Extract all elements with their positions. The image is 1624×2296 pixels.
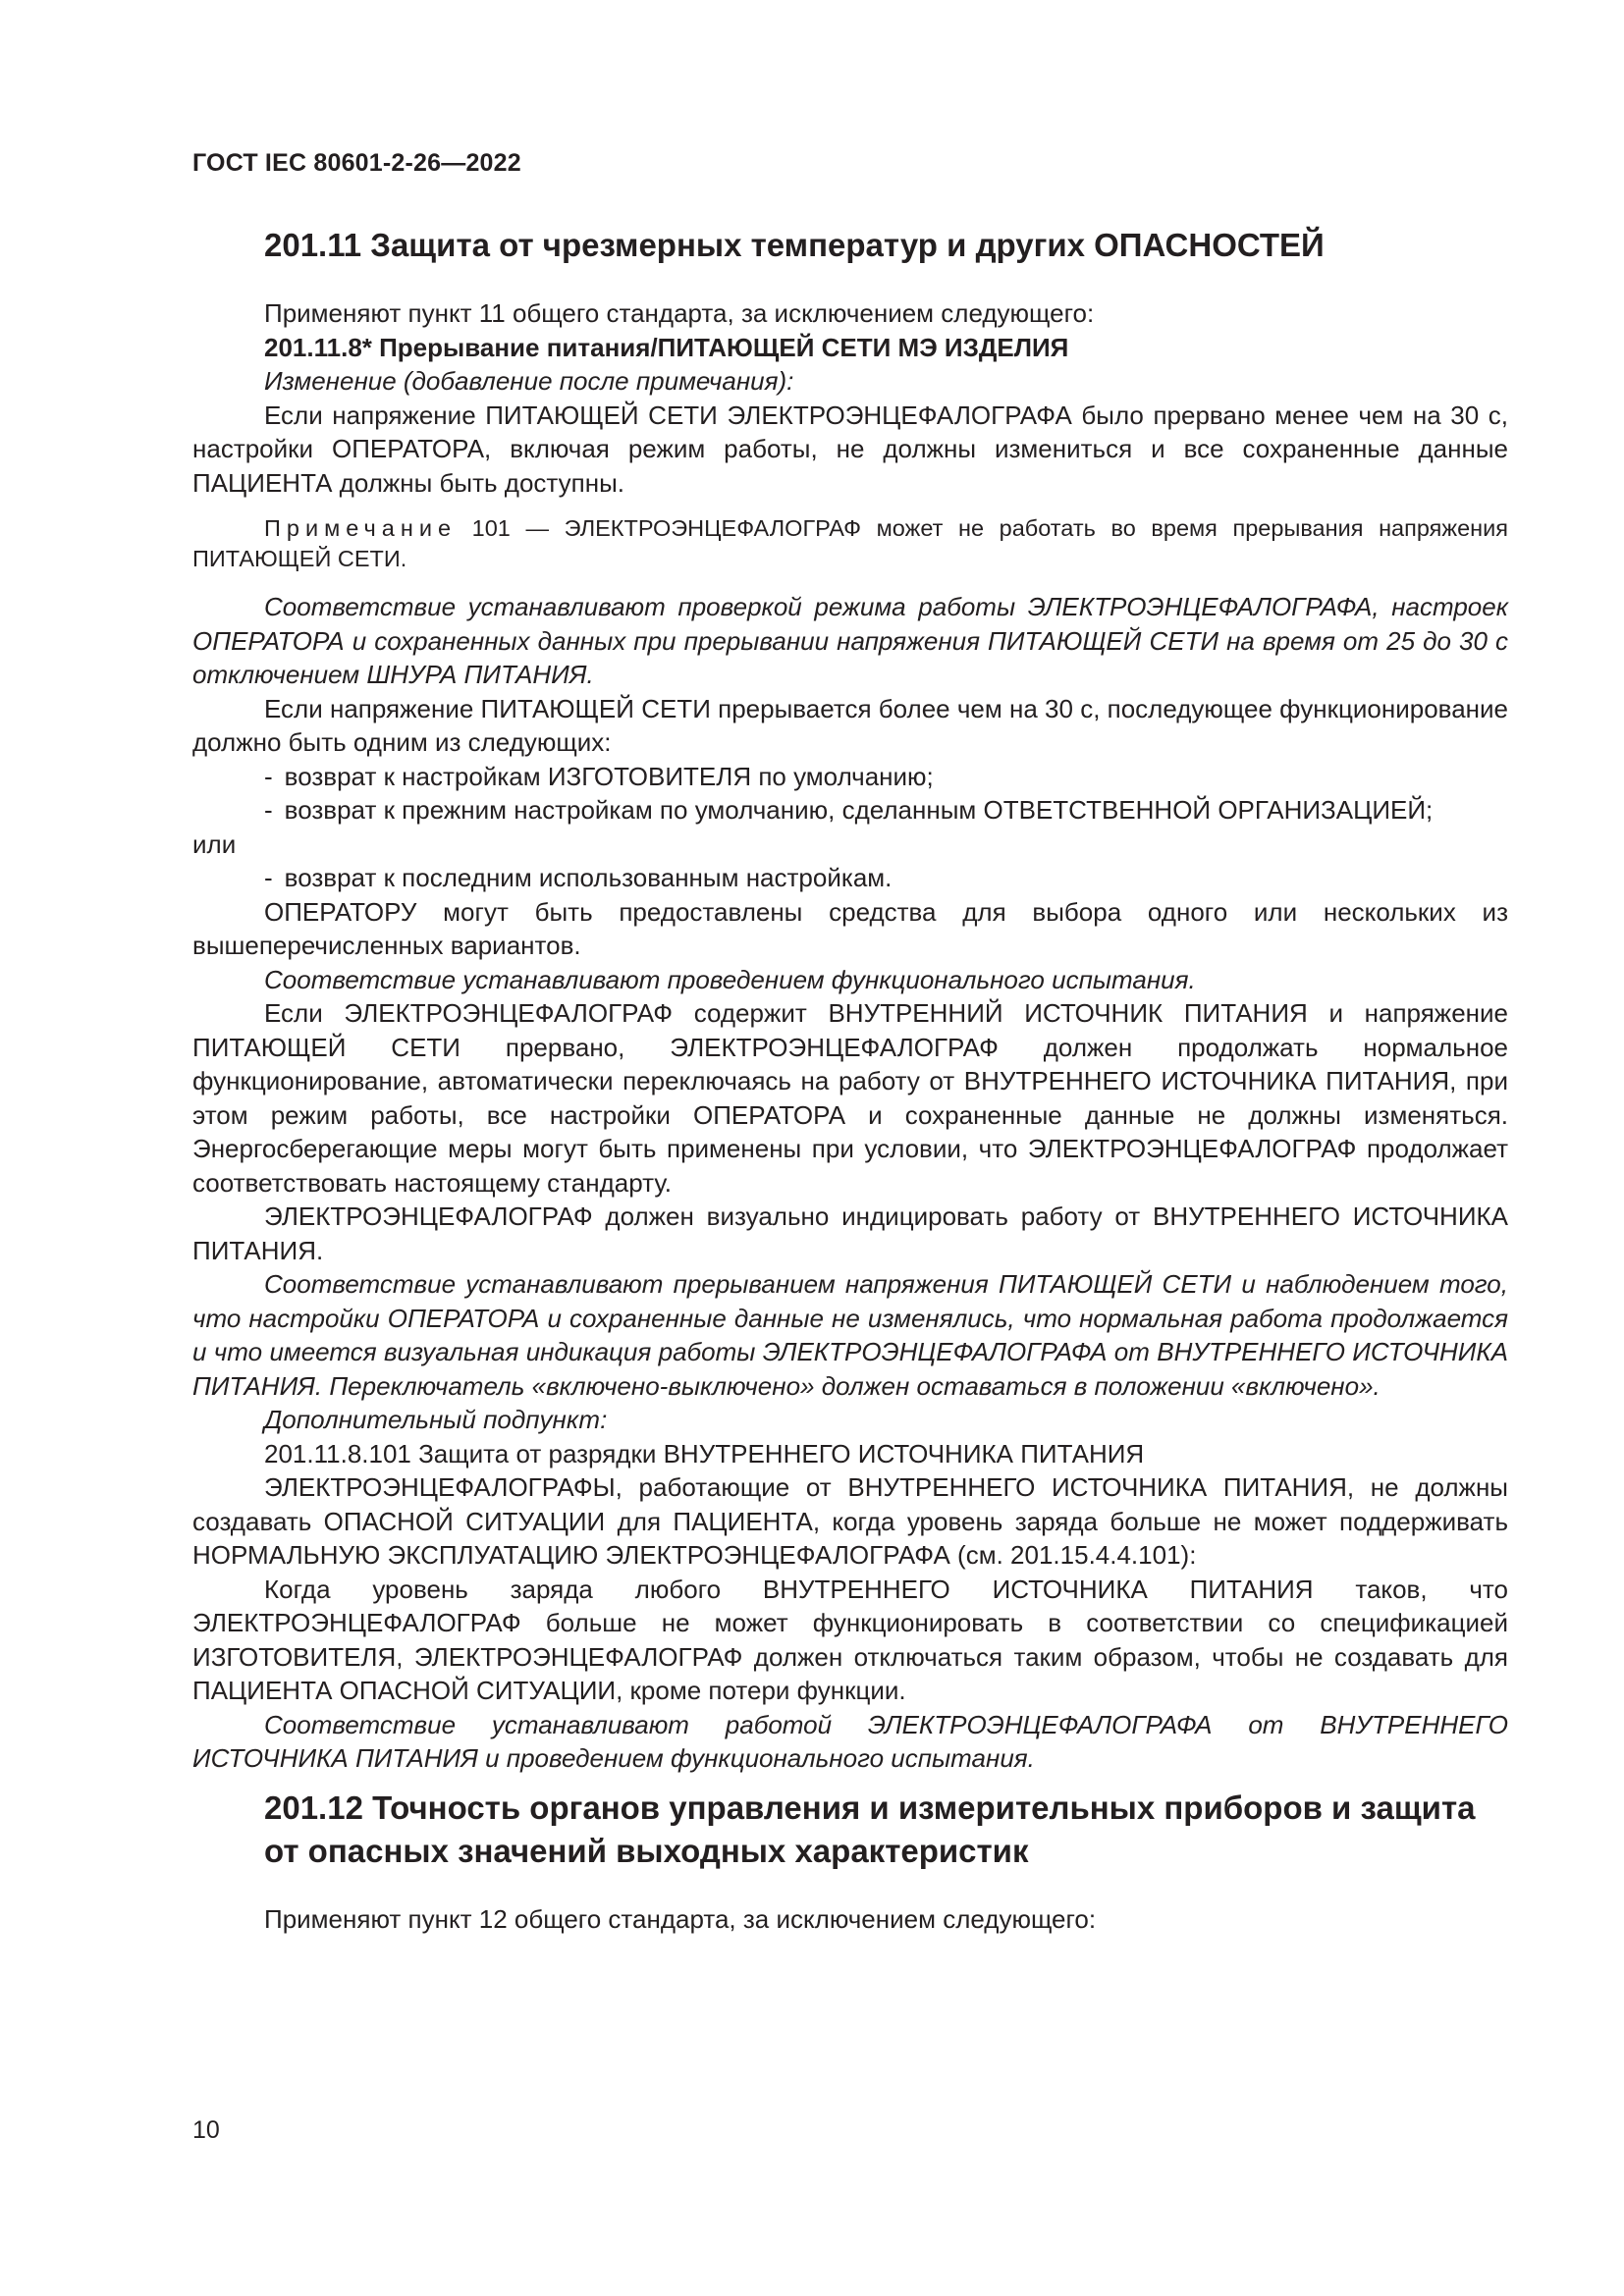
list-item-text: возврат к настройкам ИЗГОТОВИТЕЛЯ по умолчанию;: [284, 761, 934, 791]
paragraph-internal-power-source: Если ЭЛЕКТРОЭНЦЕФАЛОГРАФ содержит ВНУТРЕННИЙ ИСТОЧНИК ПИТАНИЯ и напряжение ПИТАЮЩЕЙ СЕТИ прервано, ЭЛЕКТРОЭНЦЕФАЛОГРАФ должен продолжать нормальное функционирование, автоматически переключаясь на работу от ВНУТРЕННЕГО ИСТОЧНИКА ПИТАНИЯ, при этом режим работы, все настройки ОПЕРАТОРА и сохраненные данные не должны изменяться. Энергосберегающие меры могут быть применены при условии, что ЭЛЕКТРОЭНЦЕФАЛОГРАФ продолжает соответствовать настоящему стандарту.: [192, 998, 1508, 1198]
list-item-text: возврат к прежним настройкам по умолчанию, сделанным ОТВЕТСТВЕННОЙ ОРГАНИЗАЦИЕЙ;: [284, 795, 1434, 825]
paragraph-interruption-under-30s: Если напряжение ПИТАЮЩЕЙ СЕТИ ЭЛЕКТРОЭНЦЕФАЛОГРАФА было прервано менее чем на 30 с, настройки ОПЕРАТОРА, включая режим работы, не должны измениться и все сохраненные данные ПАЦИЕНТА должны быть доступны.: [192, 400, 1508, 498]
or-word: или: [192, 828, 237, 859]
list-item: - возврат к настройкам ИЗГОТОВИТЕЛЯ по умолчанию;: [264, 761, 934, 791]
paragraph-operator-options: ОПЕРАТОРУ могут быть предоставлены средства для выбора одного или нескольких из вышеперечисленных вариантов.: [192, 896, 1508, 960]
subclause-heading-201-11-8: 201.11.8* Прерывание питания/ПИТАЮЩЕЙ СЕТИ МЭ ИЗДЕЛИЯ: [264, 332, 1069, 362]
page-number: 10: [192, 2116, 220, 2144]
list-item-text: возврат к последним использованным настройкам.: [284, 863, 893, 892]
note-101: [192, 513, 1508, 574]
compliance-paragraph-4: Соответствие устанавливают работой ЭЛЕКТРОЭНЦЕФАЛОГРАФА от ВНУТРЕННЕГО ИСТОЧНИКА ПИТАНИЯ и проведением функционального испытания.: [192, 1709, 1508, 1773]
paragraph-visual-indication: ЭЛЕКТРОЭНЦЕФАЛОГРАФ должен визуально индицировать работу от ВНУТРЕННЕГО ИСТОЧНИКА ПИТАНИЯ.: [192, 1201, 1508, 1265]
list-item: - возврат к прежним настройкам по умолчанию, сделанным ОТВЕТСТВЕННОЙ ОРГАНИЗАЦИЕЙ;: [264, 795, 1434, 825]
subclause-heading-201-11-8-101: 201.11.8.101 Защита от разрядки ВНУТРЕННЕГО ИСТОЧНИКА ПИТАНИЯ: [264, 1438, 1145, 1468]
paragraph-no-hazard: ЭЛЕКТРОЭНЦЕФАЛОГРАФЫ, работающие от ВНУТРЕННЕГО ИСТОЧНИКА ПИТАНИЯ, не должны создавать ОПАСНОЙ СИТУАЦИИ для ПАЦИЕНТА, когда уровень заряда больше не может поддерживать НОРМАЛЬНУЮ ЭКСПЛУАТАЦИЮ ЭЛЕКТРОЭНЦЕФАЛОГРАФА (см. 201.15.4.4.101):: [192, 1472, 1508, 1570]
compliance-paragraph-2: Соответствие устанавливают проведением функционального испытания.: [264, 964, 1196, 994]
intro-paragraph: Применяют пункт 11 общего стандарта, за исключением следующего:: [264, 298, 1095, 328]
section-201-12: [192, 1787, 1508, 1937]
intro-paragraph-12: Применяют пункт 12 общего стандарта, за исключением следующего:: [264, 1904, 1097, 1934]
section-heading-201-12: 201.12 Точность органов управления и измерительных приборов и защита от опасных значений выходных характеристик: [264, 1789, 1476, 1869]
section-heading-201-11: 201.11 Защита от чрезмерных температур и других ОПАСНОСТЕЙ: [264, 227, 1325, 263]
paragraph-interruption-over-30s: Если напряжение ПИТАЮЩЕЙ СЕТИ прерывается более чем на 30 с, последующее функционирование должно быть одним из следующих:: [192, 693, 1508, 757]
paragraph-discharge-shutdown: Когда уровень заряда любого ВНУТРЕННЕГО ИСТОЧНИКА ПИТАНИЯ таков, что ЭЛЕКТРОЭНЦЕФАЛОГРАФ больше не может функционировать в соответствии со спецификацией ИЗГОТОВИТЕЛЯ, ЭЛЕКТРОЭНЦЕФАЛОГРАФ должен отключаться таким образом, чтобы не создавать для ПАЦИЕНТА ОПАСНОЙ СИТУАЦИИ, кроме потери функции.: [192, 1574, 1508, 1705]
additional-subclause-label: Дополнительный подпункт:: [264, 1405, 608, 1434]
list-item: - возврат к последним использованным настройкам.: [264, 863, 893, 892]
amendment-label: Изменение (добавление после примечания):: [264, 366, 794, 396]
document-header: ГОСТ IEC 80601-2-26—2022: [192, 149, 521, 177]
section-201-11: [192, 224, 1508, 1776]
compliance-paragraph-3: Соответствие устанавливают прерыванием напряжения ПИТАЮЩЕЙ СЕТИ и наблюдением того, что настройки ОПЕРАТОРА и сохраненные данные не изменялись, что нормальная работа продолжается и что имеется визуальная индикация работы ЭЛЕКТРОЭНЦЕФАЛОГРАФА от ВНУТРЕННЕГО ИСТОЧНИКА ПИТАНИЯ. Переключатель «включено-выключено» должен оставаться в положении «включено».: [192, 1269, 1508, 1401]
note-text: 101 — ЭЛЕКТРОЭНЦЕФАЛОГРАФ может не работать во время прерывания напряжения ПИТАЮЩЕЙ СЕТИ.: [192, 515, 1508, 571]
note-label: Примечание: [264, 515, 458, 541]
compliance-paragraph-1: Соответствие устанавливают проверкой режима работы ЭЛЕКТРОЭНЦЕФАЛОГРАФА, настроек ОПЕРАТОРА и сохраненных данных при прерывании напряжения ПИТАЮЩЕЙ СЕТИ на время от 25 до 30 с отключением ШНУРА ПИТАНИЯ.: [192, 592, 1508, 689]
